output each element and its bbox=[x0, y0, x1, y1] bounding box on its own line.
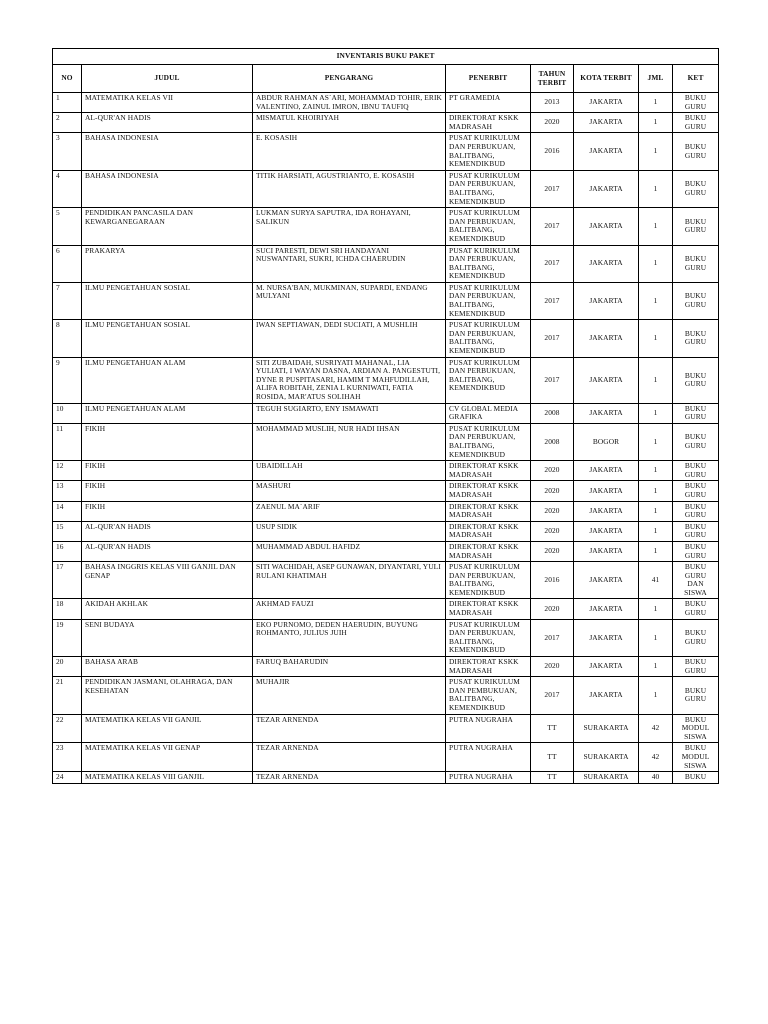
table-row bbox=[53, 133, 719, 170]
cell-no: 8 bbox=[53, 320, 82, 357]
cell-kota-terbit: JAKARTA bbox=[574, 170, 639, 207]
cell-no: 4 bbox=[53, 170, 82, 207]
cell-ket: BUKU MODUL SISWA bbox=[673, 714, 719, 743]
cell-tahun-terbit: TT bbox=[531, 772, 574, 784]
cell-judul: BAHASA INGGRIS KELAS VIII GANJIL DAN GENAP bbox=[82, 562, 253, 599]
cell-judul: PENDIDIKAN JASMANI, OLAHRAGA, DAN KESEHATAN bbox=[82, 677, 253, 714]
cell-jml: 1 bbox=[639, 423, 673, 460]
cell-judul: BAHASA ARAB bbox=[82, 657, 253, 677]
table-row bbox=[53, 423, 719, 460]
cell-ket: BUKU GURU bbox=[673, 282, 719, 319]
cell-penerbit: PUTRA NUGRAHA bbox=[446, 714, 531, 743]
cell-judul: ILMU PENGETAHUAN SOSIAL bbox=[82, 282, 253, 319]
table-row bbox=[53, 282, 719, 319]
cell-penerbit: DIREKTORAT KSKK MADRASAH bbox=[446, 521, 531, 541]
col-header-penerbit: PENERBIT bbox=[446, 65, 531, 93]
cell-penerbit: DIREKTORAT KSKK MADRASAH bbox=[446, 461, 531, 481]
cell-penerbit: DIREKTORAT KSKK MADRASAH bbox=[446, 657, 531, 677]
cell-tahun-terbit: 2020 bbox=[531, 599, 574, 619]
table-row bbox=[53, 481, 719, 501]
table-row bbox=[53, 461, 719, 481]
cell-penerbit: PUSAT KURIKULUM DAN PERBUKUAN, BALITBANG, KEMENDIKBUD bbox=[446, 619, 531, 656]
col-header-ket: KET bbox=[673, 65, 719, 93]
col-header-pengarang: PENGARANG bbox=[253, 65, 446, 93]
cell-jml: 1 bbox=[639, 619, 673, 656]
cell-jml: 1 bbox=[639, 461, 673, 481]
cell-no: 2 bbox=[53, 113, 82, 133]
cell-kota-terbit: JAKARTA bbox=[574, 320, 639, 357]
cell-ket: BUKU GURU bbox=[673, 481, 719, 501]
cell-jml: 1 bbox=[639, 599, 673, 619]
cell-jml: 42 bbox=[639, 743, 673, 772]
cell-kota-terbit: JAKARTA bbox=[574, 113, 639, 133]
cell-pengarang: MOHAMMAD MUSLIH, NUR HADI IHSAN bbox=[253, 423, 446, 460]
cell-jml: 1 bbox=[639, 320, 673, 357]
cell-ket: BUKU MODUL SISWA bbox=[673, 743, 719, 772]
cell-ket: BUKU GURU bbox=[673, 521, 719, 541]
cell-kota-terbit: JAKARTA bbox=[574, 282, 639, 319]
cell-ket: BUKU bbox=[673, 772, 719, 784]
cell-jml: 1 bbox=[639, 282, 673, 319]
cell-penerbit: CV GLOBAL MEDIA GRAFIKA bbox=[446, 403, 531, 423]
cell-tahun-terbit: 2008 bbox=[531, 403, 574, 423]
cell-pengarang: FARUQ BAHARUDIN bbox=[253, 657, 446, 677]
cell-jml: 1 bbox=[639, 541, 673, 561]
cell-pengarang: SITI ZUBAIDAH, SUSRIYATI MAHANAL, LIA YULIATI, I WAYAN DASNA, ARDIAN A. PANGESTUTI, DYNE R PUSPITASARI, HAMIM T MAHFUDILLAH, ALIFA ROBITAH, ZENIA L KURNIWATI, FATIA ROSIDA, MAR'ATUS SOLIHAH bbox=[253, 357, 446, 403]
table-row bbox=[53, 113, 719, 133]
cell-penerbit: DIREKTORAT KSKK MADRASAH bbox=[446, 113, 531, 133]
table-row bbox=[53, 677, 719, 714]
cell-tahun-terbit: 2017 bbox=[531, 282, 574, 319]
cell-tahun-terbit: 2020 bbox=[531, 657, 574, 677]
cell-penerbit: PUSAT KURIKULUM DAN PERBUKUAN, BALITBANG, KEMENDIKBUD bbox=[446, 562, 531, 599]
cell-judul: ILMU PENGETAHUAN SOSIAL bbox=[82, 320, 253, 357]
cell-tahun-terbit: 2013 bbox=[531, 93, 574, 113]
cell-jml: 1 bbox=[639, 170, 673, 207]
table-row bbox=[53, 93, 719, 113]
cell-tahun-terbit: 2017 bbox=[531, 170, 574, 207]
col-header-jml: JML bbox=[639, 65, 673, 93]
cell-jml: 1 bbox=[639, 677, 673, 714]
table-row bbox=[53, 619, 719, 656]
cell-ket: BUKU GURU bbox=[673, 93, 719, 113]
cell-pengarang: TEZAR ARNENDA bbox=[253, 743, 446, 772]
col-header-kota-terbit: KOTA TERBIT bbox=[574, 65, 639, 93]
table-row bbox=[53, 208, 719, 245]
cell-tahun-terbit: 2017 bbox=[531, 208, 574, 245]
cell-jml: 1 bbox=[639, 93, 673, 113]
cell-penerbit: PUSAT KURIKULUM DAN PERBUKUAN, BALITBANG, KEMENDIKBUD bbox=[446, 133, 531, 170]
cell-pengarang: M. NURSA'BAN, MUKMINAN, SUPARDI, ENDANG MULYANI bbox=[253, 282, 446, 319]
cell-penerbit: PT GRAMEDIA bbox=[446, 93, 531, 113]
col-header-judul: JUDUL bbox=[82, 65, 253, 93]
inventory-table bbox=[52, 48, 719, 784]
cell-judul: MATEMATIKA KELAS VIII GANJIL bbox=[82, 772, 253, 784]
cell-judul: PRAKARYA bbox=[82, 245, 253, 282]
col-header-no: NO bbox=[53, 65, 82, 93]
cell-kota-terbit: JAKARTA bbox=[574, 599, 639, 619]
cell-jml: 1 bbox=[639, 481, 673, 501]
cell-no: 6 bbox=[53, 245, 82, 282]
cell-jml: 1 bbox=[639, 245, 673, 282]
cell-kota-terbit: JAKARTA bbox=[574, 677, 639, 714]
cell-tahun-terbit: TT bbox=[531, 743, 574, 772]
cell-judul: FIKIH bbox=[82, 423, 253, 460]
cell-tahun-terbit: 2020 bbox=[531, 501, 574, 521]
cell-kota-terbit: JAKARTA bbox=[574, 93, 639, 113]
cell-no: 1 bbox=[53, 93, 82, 113]
cell-ket: BUKU GURU bbox=[673, 357, 719, 403]
cell-tahun-terbit: 2017 bbox=[531, 357, 574, 403]
cell-penerbit: PUTRA NUGRAHA bbox=[446, 743, 531, 772]
cell-penerbit: DIREKTORAT KSKK MADRASAH bbox=[446, 481, 531, 501]
table-body bbox=[53, 93, 719, 784]
cell-tahun-terbit: 2017 bbox=[531, 619, 574, 656]
cell-penerbit: PUSAT KURIKULUM DAN PERBUKUAN, BALITBANG, KEMENDIKBUD bbox=[446, 208, 531, 245]
cell-tahun-terbit: 2020 bbox=[531, 541, 574, 561]
cell-kota-terbit: JAKARTA bbox=[574, 541, 639, 561]
cell-no: 16 bbox=[53, 541, 82, 561]
cell-tahun-terbit: 2020 bbox=[531, 481, 574, 501]
cell-ket: BUKU GURU bbox=[673, 619, 719, 656]
cell-ket: BUKU GURU DAN SISWA bbox=[673, 562, 719, 599]
cell-pengarang: ABDUR RAHMAN AS`ARI, MOHAMMAD TOHIR, ERIK VALENTINO, ZAINUL IMRON, IBNU TAUFIQ bbox=[253, 93, 446, 113]
cell-no: 13 bbox=[53, 481, 82, 501]
cell-kota-terbit: JAKARTA bbox=[574, 521, 639, 541]
cell-kota-terbit: JAKARTA bbox=[574, 208, 639, 245]
cell-judul: MATEMATIKA KELAS VII GANJIL bbox=[82, 714, 253, 743]
cell-tahun-terbit: 2020 bbox=[531, 521, 574, 541]
cell-kota-terbit: JAKARTA bbox=[574, 501, 639, 521]
cell-kota-terbit: JAKARTA bbox=[574, 357, 639, 403]
cell-pengarang: IWAN SEPTIAWAN, DEDI SUCIATI, A MUSHLIH bbox=[253, 320, 446, 357]
cell-penerbit: PUSAT KURIKULUM DAN PERBUKUAN, BALITBANG, KEMENDIKBUD bbox=[446, 320, 531, 357]
inventory-page bbox=[52, 48, 718, 784]
cell-ket: BUKU GURU bbox=[673, 461, 719, 481]
cell-tahun-terbit: 2008 bbox=[531, 423, 574, 460]
cell-no: 21 bbox=[53, 677, 82, 714]
cell-jml: 42 bbox=[639, 714, 673, 743]
table-row bbox=[53, 170, 719, 207]
cell-jml: 1 bbox=[639, 501, 673, 521]
table-row bbox=[53, 714, 719, 743]
cell-kota-terbit: BOGOR bbox=[574, 423, 639, 460]
cell-judul: FIKIH bbox=[82, 481, 253, 501]
cell-no: 15 bbox=[53, 521, 82, 541]
cell-no: 20 bbox=[53, 657, 82, 677]
cell-pengarang: ZAENUL MA`ARIF bbox=[253, 501, 446, 521]
cell-jml: 1 bbox=[639, 208, 673, 245]
cell-penerbit: DIREKTORAT KSKK MADRASAH bbox=[446, 501, 531, 521]
cell-judul: MATEMATIKA KELAS VII GENAP bbox=[82, 743, 253, 772]
cell-no: 19 bbox=[53, 619, 82, 656]
cell-penerbit: PUSAT KURIKULUM DAN PERBUKUAN, BALITBANG, KEMENDIKBUD bbox=[446, 245, 531, 282]
cell-penerbit: PUSAT KURIKULUM DAN PERBUKUAN, BALITBANG, KEMENDIKBUD bbox=[446, 357, 531, 403]
cell-penerbit: DIREKTORAT KSKK MADRASAH bbox=[446, 541, 531, 561]
cell-judul: ILMU PENGETAHUAN ALAM bbox=[82, 403, 253, 423]
cell-judul: SENI BUDAYA bbox=[82, 619, 253, 656]
cell-kota-terbit: JAKARTA bbox=[574, 403, 639, 423]
cell-ket: BUKU GURU bbox=[673, 501, 719, 521]
table-row bbox=[53, 657, 719, 677]
cell-ket: BUKU GURU bbox=[673, 423, 719, 460]
cell-judul: AKIDAH AKHLAK bbox=[82, 599, 253, 619]
cell-pengarang: UBAIDILLAH bbox=[253, 461, 446, 481]
cell-no: 11 bbox=[53, 423, 82, 460]
cell-jml: 1 bbox=[639, 657, 673, 677]
cell-no: 14 bbox=[53, 501, 82, 521]
cell-kota-terbit: JAKARTA bbox=[574, 245, 639, 282]
cell-judul: AL-QUR'AN HADIS bbox=[82, 541, 253, 561]
cell-tahun-terbit: 2020 bbox=[531, 113, 574, 133]
cell-no: 9 bbox=[53, 357, 82, 403]
cell-pengarang: USUP SIDIK bbox=[253, 521, 446, 541]
cell-jml: 41 bbox=[639, 562, 673, 599]
cell-no: 12 bbox=[53, 461, 82, 481]
table-row bbox=[53, 599, 719, 619]
cell-kota-terbit: JAKARTA bbox=[574, 562, 639, 599]
cell-no: 24 bbox=[53, 772, 82, 784]
table-row bbox=[53, 357, 719, 403]
cell-jml: 1 bbox=[639, 357, 673, 403]
cell-kota-terbit: JAKARTA bbox=[574, 481, 639, 501]
cell-kota-terbit: JAKARTA bbox=[574, 133, 639, 170]
cell-pengarang: E. KOSASIH bbox=[253, 133, 446, 170]
cell-tahun-terbit: 2017 bbox=[531, 320, 574, 357]
cell-pengarang: TITIK HARSIATI, AGUSTRIANTO, E. KOSASIH bbox=[253, 170, 446, 207]
table-row bbox=[53, 501, 719, 521]
cell-judul: PENDIDIKAN PANCASILA DAN KEWARGANEGARAAN bbox=[82, 208, 253, 245]
cell-penerbit: PUSAT KURIKULUM DAN PERBUKUAN, BALITBANG, KEMENDIKBUD bbox=[446, 170, 531, 207]
table-row bbox=[53, 403, 719, 423]
table-title: INVENTARIS BUKU PAKET bbox=[53, 49, 719, 65]
table-row bbox=[53, 562, 719, 599]
cell-no: 23 bbox=[53, 743, 82, 772]
cell-ket: BUKU GURU bbox=[673, 170, 719, 207]
cell-ket: BUKU GURU bbox=[673, 113, 719, 133]
cell-tahun-terbit: 2016 bbox=[531, 562, 574, 599]
cell-pengarang: EKO PURNOMO, DEDEN HAERUDIN, BUYUNG ROHMANTO, JULIUS JUIH bbox=[253, 619, 446, 656]
cell-penerbit: PUSAT KURIKULUM DAN PEMBUKUAN, BALITBANG, KEMENDIKBUD bbox=[446, 677, 531, 714]
cell-jml: 1 bbox=[639, 521, 673, 541]
cell-jml: 40 bbox=[639, 772, 673, 784]
cell-judul: BAHASA INDONESIA bbox=[82, 170, 253, 207]
table-row bbox=[53, 320, 719, 357]
cell-tahun-terbit: 2020 bbox=[531, 461, 574, 481]
cell-ket: BUKU GURU bbox=[673, 599, 719, 619]
cell-ket: BUKU GURU bbox=[673, 245, 719, 282]
cell-ket: BUKU GURU bbox=[673, 657, 719, 677]
cell-ket: BUKU GURU bbox=[673, 677, 719, 714]
cell-pengarang: SUCI PARESTI, DEWI SRI HANDAYANI NUSWANTARI, SUKRI, ICHDA CHAERUDIN bbox=[253, 245, 446, 282]
cell-pengarang: MASHURI bbox=[253, 481, 446, 501]
cell-pengarang: MISMATUL KHOIRIYAH bbox=[253, 113, 446, 133]
cell-pengarang: MUHAJIR bbox=[253, 677, 446, 714]
cell-ket: BUKU GURU bbox=[673, 541, 719, 561]
cell-pengarang: LUKMAN SURYA SAPUTRA, IDA ROHAYANI, SALIKUN bbox=[253, 208, 446, 245]
table-row bbox=[53, 772, 719, 784]
cell-kota-terbit: JAKARTA bbox=[574, 657, 639, 677]
cell-ket: BUKU GURU bbox=[673, 320, 719, 357]
table-row bbox=[53, 521, 719, 541]
cell-judul: BAHASA INDONESIA bbox=[82, 133, 253, 170]
cell-no: 18 bbox=[53, 599, 82, 619]
cell-ket: BUKU GURU bbox=[673, 133, 719, 170]
cell-judul: AL-QUR'AN HADIS bbox=[82, 113, 253, 133]
cell-no: 7 bbox=[53, 282, 82, 319]
cell-no: 17 bbox=[53, 562, 82, 599]
cell-kota-terbit: SURAKARTA bbox=[574, 772, 639, 784]
cell-pengarang: SITI WACHIDAH, ASEP GUNAWAN, DIYANTARI, YULI RULANI KHATIMAH bbox=[253, 562, 446, 599]
cell-jml: 1 bbox=[639, 113, 673, 133]
cell-no: 10 bbox=[53, 403, 82, 423]
cell-kota-terbit: SURAKARTA bbox=[574, 743, 639, 772]
col-header-tahun-terbit: TAHUN TERBIT bbox=[531, 65, 574, 93]
cell-tahun-terbit: 2016 bbox=[531, 133, 574, 170]
cell-tahun-terbit: TT bbox=[531, 714, 574, 743]
cell-judul: AL-QUR'AN HADIS bbox=[82, 521, 253, 541]
cell-pengarang: MUHAMMAD ABDUL HAFIDZ bbox=[253, 541, 446, 561]
table-row bbox=[53, 541, 719, 561]
cell-penerbit: PUSAT KURIKULUM DAN PERBUKUAN, BALITBANG, KEMENDIKBUD bbox=[446, 423, 531, 460]
cell-tahun-terbit: 2017 bbox=[531, 245, 574, 282]
cell-judul: FIKIH bbox=[82, 461, 253, 481]
cell-ket: BUKU GURU bbox=[673, 403, 719, 423]
cell-no: 22 bbox=[53, 714, 82, 743]
cell-ket: BUKU GURU bbox=[673, 208, 719, 245]
cell-pengarang: TEGUH SUGIARTO, ENY ISMAWATI bbox=[253, 403, 446, 423]
cell-tahun-terbit: 2017 bbox=[531, 677, 574, 714]
cell-pengarang: AKHMAD FAUZI bbox=[253, 599, 446, 619]
cell-kota-terbit: JAKARTA bbox=[574, 461, 639, 481]
cell-penerbit: DIREKTORAT KSKK MADRASAH bbox=[446, 599, 531, 619]
cell-kota-terbit: JAKARTA bbox=[574, 619, 639, 656]
table-row bbox=[53, 245, 719, 282]
table-row bbox=[53, 743, 719, 772]
cell-jml: 1 bbox=[639, 133, 673, 170]
cell-no: 3 bbox=[53, 133, 82, 170]
cell-pengarang: TEZAR ARNENDA bbox=[253, 772, 446, 784]
cell-penerbit: PUSAT KURIKULUM DAN PERBUKUAN, BALITBANG, KEMENDIKBUD bbox=[446, 282, 531, 319]
cell-no: 5 bbox=[53, 208, 82, 245]
cell-kota-terbit: SURAKARTA bbox=[574, 714, 639, 743]
cell-penerbit: PUTRA NUGRAHA bbox=[446, 772, 531, 784]
cell-judul: MATEMATIKA KELAS VII bbox=[82, 93, 253, 113]
cell-jml: 1 bbox=[639, 403, 673, 423]
cell-judul: FIKIH bbox=[82, 501, 253, 521]
cell-pengarang: TEZAR ARNENDA bbox=[253, 714, 446, 743]
cell-judul: ILMU PENGETAHUAN ALAM bbox=[82, 357, 253, 403]
